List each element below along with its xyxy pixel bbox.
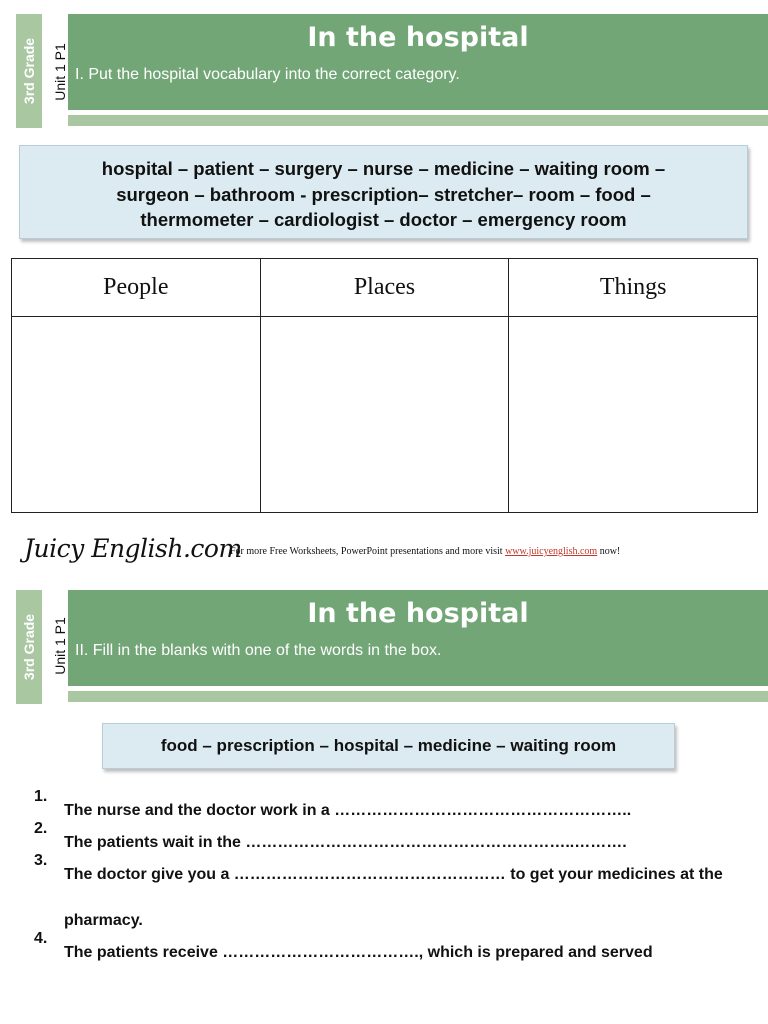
places-answer-cell[interactable] xyxy=(260,317,509,513)
grade-tab xyxy=(16,14,42,128)
vocabulary-box xyxy=(19,145,748,239)
people-answer-cell[interactable] xyxy=(12,317,261,513)
footer-note-text: For more Free Worksheets, PowerPoint presentations and more visit xyxy=(230,546,503,557)
question-item xyxy=(34,930,758,976)
vocabulary-line: hospital – patient – surgery – nurse – medicine – waiting room – xyxy=(101,158,666,179)
banner-strip xyxy=(68,115,768,126)
category-table xyxy=(11,258,758,513)
website-link[interactable]: www.juicyenglish.com xyxy=(505,546,598,557)
unit-label-wrapper xyxy=(52,596,68,696)
question-text[interactable]: The patients wait in the ……………………………………………………..………. xyxy=(64,834,627,851)
question-list xyxy=(34,788,758,976)
page-title: In the hospital xyxy=(307,22,529,53)
unit-label: Unit 1 P1 xyxy=(52,617,68,675)
question-number: 1. xyxy=(34,788,48,805)
unit-label-wrapper xyxy=(52,22,68,122)
juicy-english-logo: Juicy English.com xyxy=(24,534,242,563)
column-header-things: Things xyxy=(509,259,758,317)
column-header-places: Places xyxy=(260,259,509,317)
grade-tab xyxy=(16,590,42,704)
table-row xyxy=(12,317,758,513)
question-number: 2. xyxy=(34,820,48,837)
banner-strip xyxy=(68,691,768,702)
vocabulary-line: surgeon – bathroom - prescription– stretcher– room – food – xyxy=(116,183,651,205)
question-number: 3. xyxy=(34,852,48,869)
grade-label: 3rd Grade xyxy=(21,613,37,681)
things-answer-cell[interactable] xyxy=(509,317,758,513)
question-text[interactable]: The nurse and the doctor work in a ……………………………………………….. xyxy=(64,802,632,819)
question-text[interactable]: The doctor give you a …………………………………………… to get your medicines at the pharmacy. xyxy=(64,866,723,929)
word-bank: food – prescription – hospital – medicine – waiting room xyxy=(160,736,617,755)
vocabulary-line: thermometer – cardiologist – doctor – emergency room xyxy=(140,209,627,230)
header-banner xyxy=(68,14,768,110)
footer-note xyxy=(230,546,620,557)
grade-label: 3rd Grade xyxy=(21,37,37,105)
table-header-row xyxy=(12,259,758,317)
instruction: II. Fill in the blanks with one of the words in the box. xyxy=(75,642,442,659)
column-header-people: People xyxy=(12,259,261,317)
instruction: I. Put the hospital vocabulary into the correct category. xyxy=(75,66,460,83)
page-title: In the hospital xyxy=(307,598,529,629)
header-banner xyxy=(68,590,768,686)
question-text[interactable]: The patients receive ………………………………., which is prepared and served xyxy=(64,944,653,961)
footer-note-end: now! xyxy=(599,546,621,557)
unit-label: Unit 1 P1 xyxy=(52,43,68,101)
word-bank-box xyxy=(102,723,675,769)
question-number: 4. xyxy=(34,930,48,947)
